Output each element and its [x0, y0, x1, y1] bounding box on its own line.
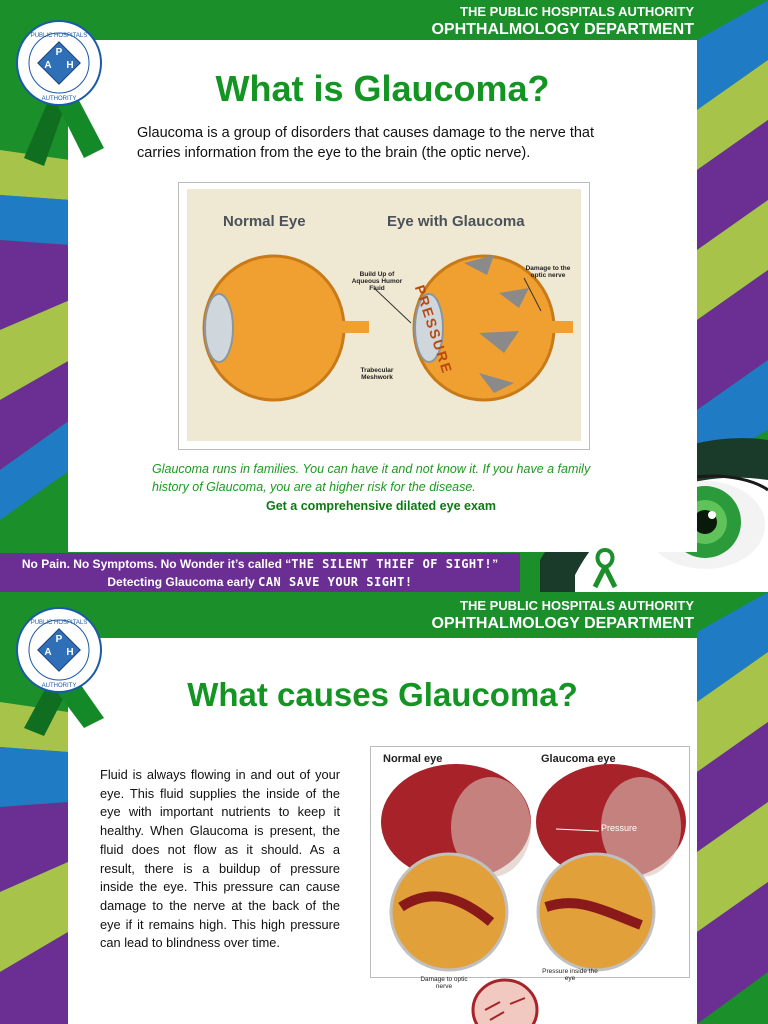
svg-text:P: P — [55, 47, 63, 58]
eye-pressure-diagram — [470, 970, 540, 1024]
green-ribbon-icon — [585, 545, 625, 590]
banner-line-1-text: No Pain. No Symptoms. No Wonder it’s called “ — [21, 557, 292, 571]
trabecular-label: Trabecular Meshwork — [360, 367, 394, 381]
normal-eye-label: Normal Eye — [223, 213, 306, 230]
banner-line-2 — [0, 573, 520, 591]
slide-title: What causes Glaucoma? — [187, 676, 578, 713]
pressure-label: PRESSURE — [411, 283, 456, 377]
optic-nerve-damage-label: Damage to optic nerve — [420, 976, 468, 990]
slide-header — [431, 598, 694, 634]
silent-thief-banner — [0, 553, 520, 592]
svg-text:H: H — [66, 60, 74, 71]
svg-text:AUTHORITY: AUTHORITY — [41, 683, 77, 689]
department-name: OPHTHALMOLOGY DEPARTMENT — [431, 21, 694, 38]
banner-line-2-text: Detecting Glaucoma early — [107, 575, 259, 589]
glaucoma-eye-label: Eye with Glaucoma — [387, 213, 525, 230]
banner-line-1 — [0, 555, 520, 573]
buildup-label: Build Up of Aqueous Humor Fluid — [351, 271, 403, 292]
intro-paragraph: Glaucoma is a group of disorders that causes damage to the nerve that carries information from the eye to the brain (the optic nerve). — [137, 125, 595, 161]
glaucoma-eye-label: Glaucoma eye — [541, 753, 616, 765]
banner-emphasis-1: THE SILENT THIEF OF SIGHT! — [291, 557, 493, 571]
optic-nerve-damage-label: Damage to the optic nerve — [525, 265, 571, 279]
svg-text:PUBLIC HOSPITALS: PUBLIC HOSPITALS — [30, 620, 88, 626]
organization-name: THE PUBLIC HOSPITALS AUTHORITY — [460, 598, 694, 613]
awareness-ribbon-logo — [4, 598, 119, 738]
svg-text:PUBLIC HOSPITALS: PUBLIC HOSPITALS — [30, 33, 88, 39]
eye-comparison-figure — [178, 182, 590, 450]
department-name: OPHTHALMOLOGY DEPARTMENT — [431, 615, 694, 632]
slide-title: What is Glaucoma? — [215, 68, 550, 109]
svg-text:A: A — [44, 60, 52, 71]
pressure-inside-label: Pressure inside the eye — [542, 968, 598, 982]
svg-text:H: H — [66, 647, 74, 658]
family-history-note: Glaucoma runs in families. You can have it and not know it. If you have a family history of Glaucoma, you are at higher risk for the disease. — [152, 462, 591, 494]
slide-header — [431, 4, 694, 40]
organization-name: THE PUBLIC HOSPITALS AUTHORITY — [460, 4, 694, 19]
svg-text:AUTHORITY: AUTHORITY — [41, 96, 77, 102]
eye-cross-section-illustration — [371, 747, 689, 977]
normal-eye-label: Normal eye — [383, 753, 443, 765]
svg-text:P: P — [55, 634, 63, 645]
pressure-label: Pressure — [601, 823, 638, 833]
eye-cross-section-figure — [370, 746, 690, 978]
banner-close-quote: ” — [492, 557, 499, 571]
eye-exam-cta: Get a comprehensive dilated eye exam — [266, 499, 496, 513]
causes-paragraph: Fluid is always flowing in and out of your eye. This fluid supplies the inside of the eye with important nutrients to keep it healthy. When Glaucoma is present, the fluid does not flow as it should. As a result, there is a buildup of pressure inside the eye. This pressure can cause damage to the nerve at the back of the eye if it remains high. This high pressure can lead to blindness over time. — [100, 767, 340, 951]
svg-text:A: A — [44, 647, 52, 658]
banner-emphasis-2: CAN SAVE YOUR SIGHT! — [258, 575, 413, 589]
slide-what-causes-glaucoma — [0, 592, 768, 1024]
